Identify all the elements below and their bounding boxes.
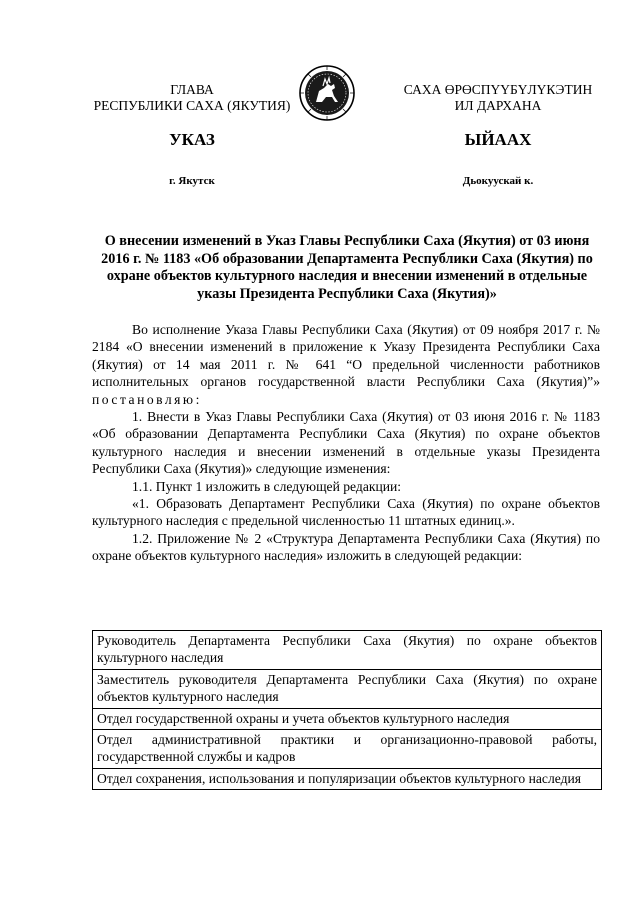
decree-title-sakha: ЫЙААХ xyxy=(464,130,532,149)
preamble-resolution: постановляю: xyxy=(92,391,202,407)
document-title: О внесении изменений в Указ Главы Республики Саха (Якутия) от 03 июня 2016 г. № 1183 «Об образовании Департамента Республики Саха (Якутия) по охране объектов культурного наследия и внесении изменений в отдельные указы Президента Республики Саха (Якутия)» xyxy=(101,233,593,302)
header-right xyxy=(392,82,604,114)
coat-of-arms-emblem xyxy=(298,64,356,122)
table-row xyxy=(93,669,602,708)
table-row xyxy=(93,631,602,670)
table-cell: Отдел сохранения, использования и популяризации объектов культурного наследия xyxy=(93,768,602,789)
table-row xyxy=(93,768,602,789)
header-left xyxy=(86,82,298,114)
document-body xyxy=(92,321,600,565)
table-cell: Отдел административной практики и организационно-правовой работы, государственной службы и кадров xyxy=(93,730,602,769)
header-right-line1: САХА ӨРӨСПҮҮБҮЛҮКЭТИН xyxy=(403,82,593,97)
decree-title-ru: УКАЗ xyxy=(169,130,215,149)
table-cell: Заместитель руководителя Департамента Республики Саха (Якутия) по охране объектов культурного наследия xyxy=(93,669,602,708)
paragraph-item-1-2: 1.2. Приложение № 2 «Структура Департамента Республики Саха (Якутия) по охране объектов культурного наследия» изложить в следующей редакции: xyxy=(92,530,600,564)
table-cell: Руководитель Департамента Республики Саха (Якутия) по охране объектов культурного наследия xyxy=(93,631,602,670)
preamble-text: Во исполнение Указа Главы Республики Саха (Якутия) от 09 ноября 2017 г. № 2184 «О внесении изменений в приложение к Указу Президента Республики Саха (Якутия) от 14 мая 2011 г. № 641 “О предельной численности работников исполнительных органов государственной власти Республики Саха (Якутия)”» xyxy=(92,322,600,390)
city-ru: г. Якутск xyxy=(169,175,215,187)
table-row xyxy=(93,708,602,729)
paragraph-preamble xyxy=(92,321,600,408)
header-left-line2: РЕСПУБЛИКИ САХА (ЯКУТИЯ) xyxy=(93,98,291,113)
table-cell: Отдел государственной охраны и учета объектов культурного наследия xyxy=(93,708,602,729)
table-row xyxy=(93,730,602,769)
header-right-line2: ИЛ ДАРХАНА xyxy=(454,98,542,113)
paragraph-item-1: 1. Внести в Указ Главы Республики Саха (Якутия) от 03 июня 2016 г. № 1183 «Об образовании Департамента Республики Саха (Якутия) по охране объектов культурного наследия и внесении изменений в отдельные указы Президента Республики Саха (Якутия)» следующие изменения: xyxy=(92,409,600,477)
paragraph-item-1-1-text: «1. Образовать Департамент Республики Саха (Якутия) по охране объектов культурного наследия с предельной численностью 11 штатных единиц.». xyxy=(92,496,600,529)
paragraph-item-1-1: 1.1. Пункт 1 изложить в следующей редакции: xyxy=(132,478,402,494)
city-sakha: Дьокуускай к. xyxy=(462,175,534,187)
header-left-line1: ГЛАВА xyxy=(170,82,214,97)
structure-table xyxy=(92,630,602,790)
